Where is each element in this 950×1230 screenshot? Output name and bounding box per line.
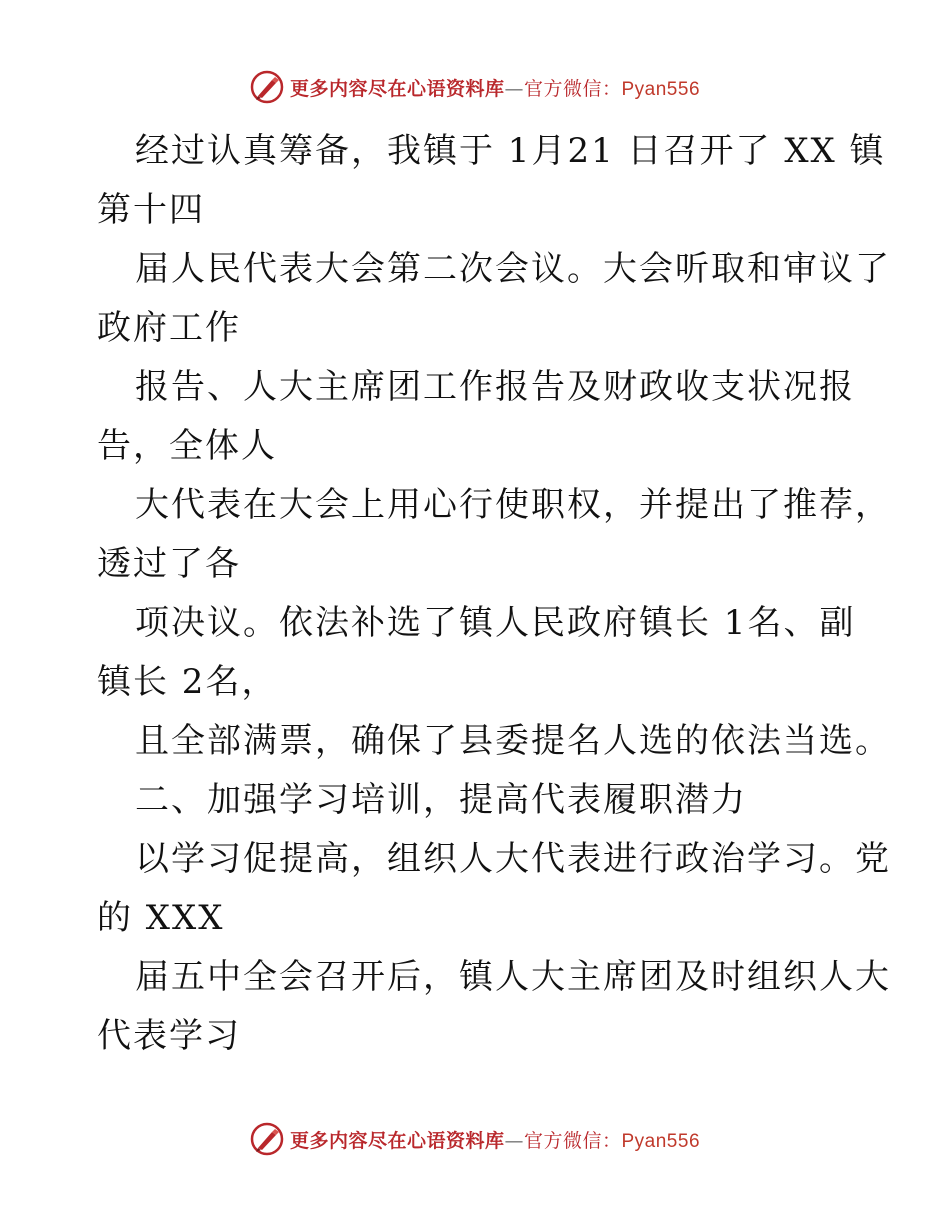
text-line: 届人民代表大会第二次会议。大会听取和审议了 <box>135 249 891 289</box>
header-dash: — <box>504 77 524 100</box>
text-line: 以学习促提高，组织人大代表进行政治学习。党 <box>135 839 891 879</box>
header-wechat-id: Pyan556 <box>621 78 701 100</box>
pen-logo-icon <box>250 70 284 104</box>
text-line: 届五中全会召开后，镇人大主席团及时组织人大 <box>135 957 891 997</box>
text-line: 镇长 2名， <box>97 662 278 702</box>
text-line: 项决议。依法补选了镇人民政府镇长 1名、副 <box>135 603 856 643</box>
text-line: 且全部满票，确保了县委提名人选的依法当选。 <box>135 721 891 761</box>
footer-wechat-label: 官方微信： <box>523 1129 622 1152</box>
text-line: 报告、人大主席团工作报告及财政收支状况报 <box>135 367 855 407</box>
header-wechat-label: 官方微信： <box>523 77 622 100</box>
text-line: 代表学习 <box>97 1016 241 1056</box>
document-body <box>97 122 891 1066</box>
footer-title: 更多内容尽在心语资料库 <box>289 1129 505 1152</box>
footer-banner <box>0 1122 950 1156</box>
header-title: 更多内容尽在心语资料库 <box>289 77 505 100</box>
text-line: 政府工作 <box>97 308 241 348</box>
text-line: 的 XXX <box>97 898 225 938</box>
text-line: 第十四 <box>97 190 205 230</box>
text-line: 经过认真筹备，我镇于 1月21 日召开了 XX 镇 <box>135 131 886 171</box>
text-line: 透过了各 <box>97 544 241 584</box>
pen-logo-icon <box>250 1122 284 1156</box>
header-banner <box>0 70 950 104</box>
text-line: 大代表在大会上用心行使职权，并提出了推荐， <box>135 485 891 525</box>
text-line: 告，全体人 <box>97 426 277 466</box>
text-line: 二、加强学习培训，提高代表履职潜力 <box>135 780 747 820</box>
footer-wechat-id: Pyan556 <box>621 1130 701 1152</box>
footer-dash: — <box>504 1129 524 1152</box>
